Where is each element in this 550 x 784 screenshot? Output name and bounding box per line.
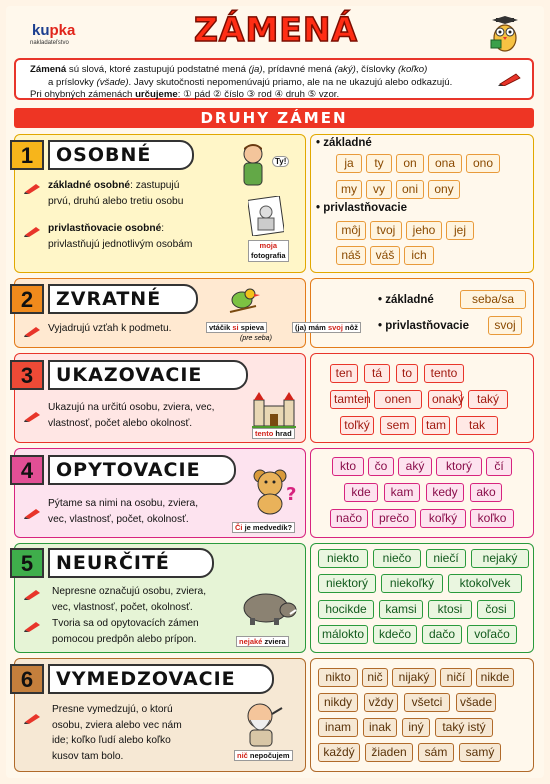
speech-bubble-ty: Ty! [272, 156, 289, 167]
word-chip: tá [364, 364, 390, 383]
word-chip: koľko [470, 509, 514, 528]
logo: kupka [32, 22, 76, 39]
word-chip: ten [330, 364, 358, 383]
word-chip: tento [424, 364, 464, 383]
section-5-title: NEURČITÉ [48, 548, 214, 578]
word-chip: jeho [406, 221, 442, 240]
section-6-desc: Presne vymedzujú, o ktorú osobu, zviera alebo vec nám ide; koľko ľudí alebo koľko kusov tam bolo. [52, 704, 182, 762]
section-4-desc: Pýtame sa nimi na osobu, zviera, vec, vlastnosť, počet, okolnosť. [48, 498, 199, 525]
word-chip: ja [336, 154, 362, 173]
section-4-number: 4 [10, 455, 44, 485]
caption-pre-seba: (pre seba) [240, 335, 272, 342]
word-chip: onen [374, 390, 422, 409]
bullet-pencil-icon [24, 712, 42, 724]
boar-illustration [240, 586, 298, 626]
caption-tento-hrad: tento hrad [252, 428, 295, 439]
word-chip: ich [404, 246, 434, 265]
section-1-number: 1 [10, 140, 44, 170]
page-title: ZÁMENÁ [193, 10, 358, 49]
word-chip: všetci [404, 693, 450, 712]
word-chip: my [336, 180, 362, 199]
word-chip: môj [336, 221, 366, 240]
word-chip: váš [370, 246, 400, 265]
word-chip: tvoj [370, 221, 402, 240]
caption-moja-fotografia: moja fotografia [248, 240, 289, 262]
bullet-pencil-icon [24, 507, 42, 519]
word-chip: prečo [372, 509, 416, 528]
word-chip: kedy [426, 483, 464, 502]
caption-vtacik-si-spieva: vtáčik si spieva [206, 322, 267, 333]
word-chip: aký [398, 457, 432, 476]
word-chip: ktosi [428, 600, 472, 619]
bullet-pencil-icon [24, 182, 42, 194]
word-chip: kde [344, 483, 378, 502]
owl-professor-icon [488, 16, 522, 52]
section-3-desc: Ukazujú na určitú osobu, zviera, vec, vlastnosť, počet alebo okolnosť. [48, 402, 215, 429]
old-man-illustration [238, 700, 288, 748]
word-chip: ona [428, 154, 462, 173]
word-chip: jej [446, 221, 474, 240]
bullet-pencil-icon [24, 410, 42, 422]
word-chip: samý [459, 743, 501, 762]
section-4-title: OPYTOVACIE [48, 455, 236, 485]
word-chip: koľký [420, 509, 466, 528]
section-2-desc: Vyjadrujú vzťah k podmetu. [48, 323, 172, 334]
label-zakladne: • základné [316, 137, 372, 149]
word-chip: nikde [476, 668, 514, 687]
word-chip: vždy [364, 693, 398, 712]
section-1-desc-1: základné osobné: zastupujú prvú, druhú alebo tretiu osobu [48, 180, 184, 207]
word-chip: niekto [318, 549, 368, 568]
word-chip: tam [422, 416, 450, 435]
pencil-icon [498, 72, 524, 86]
caption-mam-svoj-noz: (ja) mám svoj nôž [292, 322, 361, 333]
label-privlastnovacie: • privlastňovacie [316, 202, 407, 214]
section-1-desc-2: privlastňovacie osobné: privlastňujú jednotlivým osobám [48, 223, 193, 250]
word-chip: kam [384, 483, 420, 502]
word-chip: nejaký [471, 549, 529, 568]
word-chip: všade [456, 693, 496, 712]
word-chip: náš [336, 246, 366, 265]
word-chip: ktorý [436, 457, 482, 476]
word-chip: dačo [422, 625, 462, 644]
header [6, 6, 544, 56]
word-chip: svoj [488, 316, 522, 335]
word-chip: hocikde [318, 600, 374, 619]
bird-illustration [224, 284, 262, 316]
bullet-pencil-icon [24, 225, 42, 237]
section-2-words [310, 278, 534, 348]
word-chip: čo [368, 457, 394, 476]
section-5-desc-2: Tvoria sa od opytovacích zámen pomocou predpôn alebo prípon. [52, 618, 199, 645]
caption-ci-je-medvedik: Či je medvedík? [232, 522, 295, 533]
word-chip: to [396, 364, 418, 383]
section-6-title: VYMEDZOVACIE [48, 664, 274, 694]
word-chip: iný [402, 718, 430, 737]
teddy-bear-illustration [250, 466, 300, 516]
word-chip: nijaký [392, 668, 436, 687]
intro-box: Zámená sú slová, ktoré zastupujú podstatné mená (ja), prídavné mená (aký), číslovky (koľko) a príslovky (všade). Javy skutočnosti nepomenúvajú priamo, ale na ne ukazujú alebo odkazujú. Pri ohybných zámenách určujeme: ① pád ② číslo ③ rod ④ druh ⑤ vzor. [14, 58, 534, 100]
word-chip: kto [332, 457, 364, 476]
word-chip: sám [418, 743, 454, 762]
word-chip: žiaden [365, 743, 413, 762]
word-chip: inak [363, 718, 397, 737]
word-chip: ty [366, 154, 392, 173]
label-zakladne-2: • základné [378, 294, 434, 306]
boy-illustration [236, 142, 270, 190]
logo-subtitle: nakladateľstvo [30, 40, 69, 46]
word-chip: čosi [477, 600, 515, 619]
label-privlastnovacie-2: • privlastňovacie [378, 320, 469, 332]
section-3-title: UKAZOVACIE [48, 360, 248, 390]
word-chip: nič [362, 668, 388, 687]
caption-nejake-zviera: nejaké zviera [236, 636, 289, 647]
word-chip: kdečo [373, 625, 417, 644]
word-chip: ako [470, 483, 502, 502]
word-chip: inam [318, 718, 358, 737]
word-chip: vy [366, 180, 392, 199]
section-5-desc-1: Nepresne označujú osobu, zviera, vec, vlastnosť, počet, okolnosť. [52, 586, 207, 613]
word-chip: seba/sa [460, 290, 526, 309]
section-5-number: 5 [10, 548, 44, 578]
word-chip: ničí [440, 668, 472, 687]
word-chip: niektorý [318, 574, 376, 593]
word-chip: každý [318, 743, 360, 762]
word-chip: niekoľký [381, 574, 443, 593]
svg-text:?: ? [286, 484, 297, 505]
caption-nic-nepocujem: nič nepočujem [234, 750, 293, 761]
word-chip: taký [468, 390, 508, 409]
word-chip: tak [456, 416, 498, 435]
word-chip: onaký [428, 390, 462, 409]
word-chip: niečo [373, 549, 421, 568]
word-chip: načo [330, 509, 368, 528]
castle-illustration [252, 392, 296, 428]
bullet-pencil-icon [24, 325, 42, 337]
bullet-pencil-icon [24, 620, 42, 632]
word-chip: oni [396, 180, 424, 199]
word-chip: čí [486, 457, 512, 476]
word-chip: taký istý [435, 718, 493, 737]
word-chip: nikdy [318, 693, 358, 712]
word-chip: niečí [426, 549, 466, 568]
section-band-druhy-zamen: DRUHY ZÁMEN [14, 108, 534, 128]
word-chip: tamten [330, 390, 368, 409]
word-chip: sem [380, 416, 416, 435]
section-6-number: 6 [10, 664, 44, 694]
bullet-pencil-icon [24, 588, 42, 600]
word-chip: voľačo [467, 625, 517, 644]
section-2-number: 2 [10, 284, 44, 314]
word-chip: ono [466, 154, 500, 173]
word-chip: ony [428, 180, 460, 199]
word-chip: nikto [318, 668, 358, 687]
word-chip: kamsi [379, 600, 423, 619]
section-2-title: ZVRATNÉ [48, 284, 198, 314]
word-chip: ktokoľvek [448, 574, 522, 593]
word-chip: málokto [318, 625, 368, 644]
section-3-number: 3 [10, 360, 44, 390]
word-chip: toľký [340, 416, 374, 435]
word-chip: on [396, 154, 424, 173]
section-1-title: OSOBNÉ [48, 140, 194, 170]
photo-illustration [248, 196, 284, 236]
